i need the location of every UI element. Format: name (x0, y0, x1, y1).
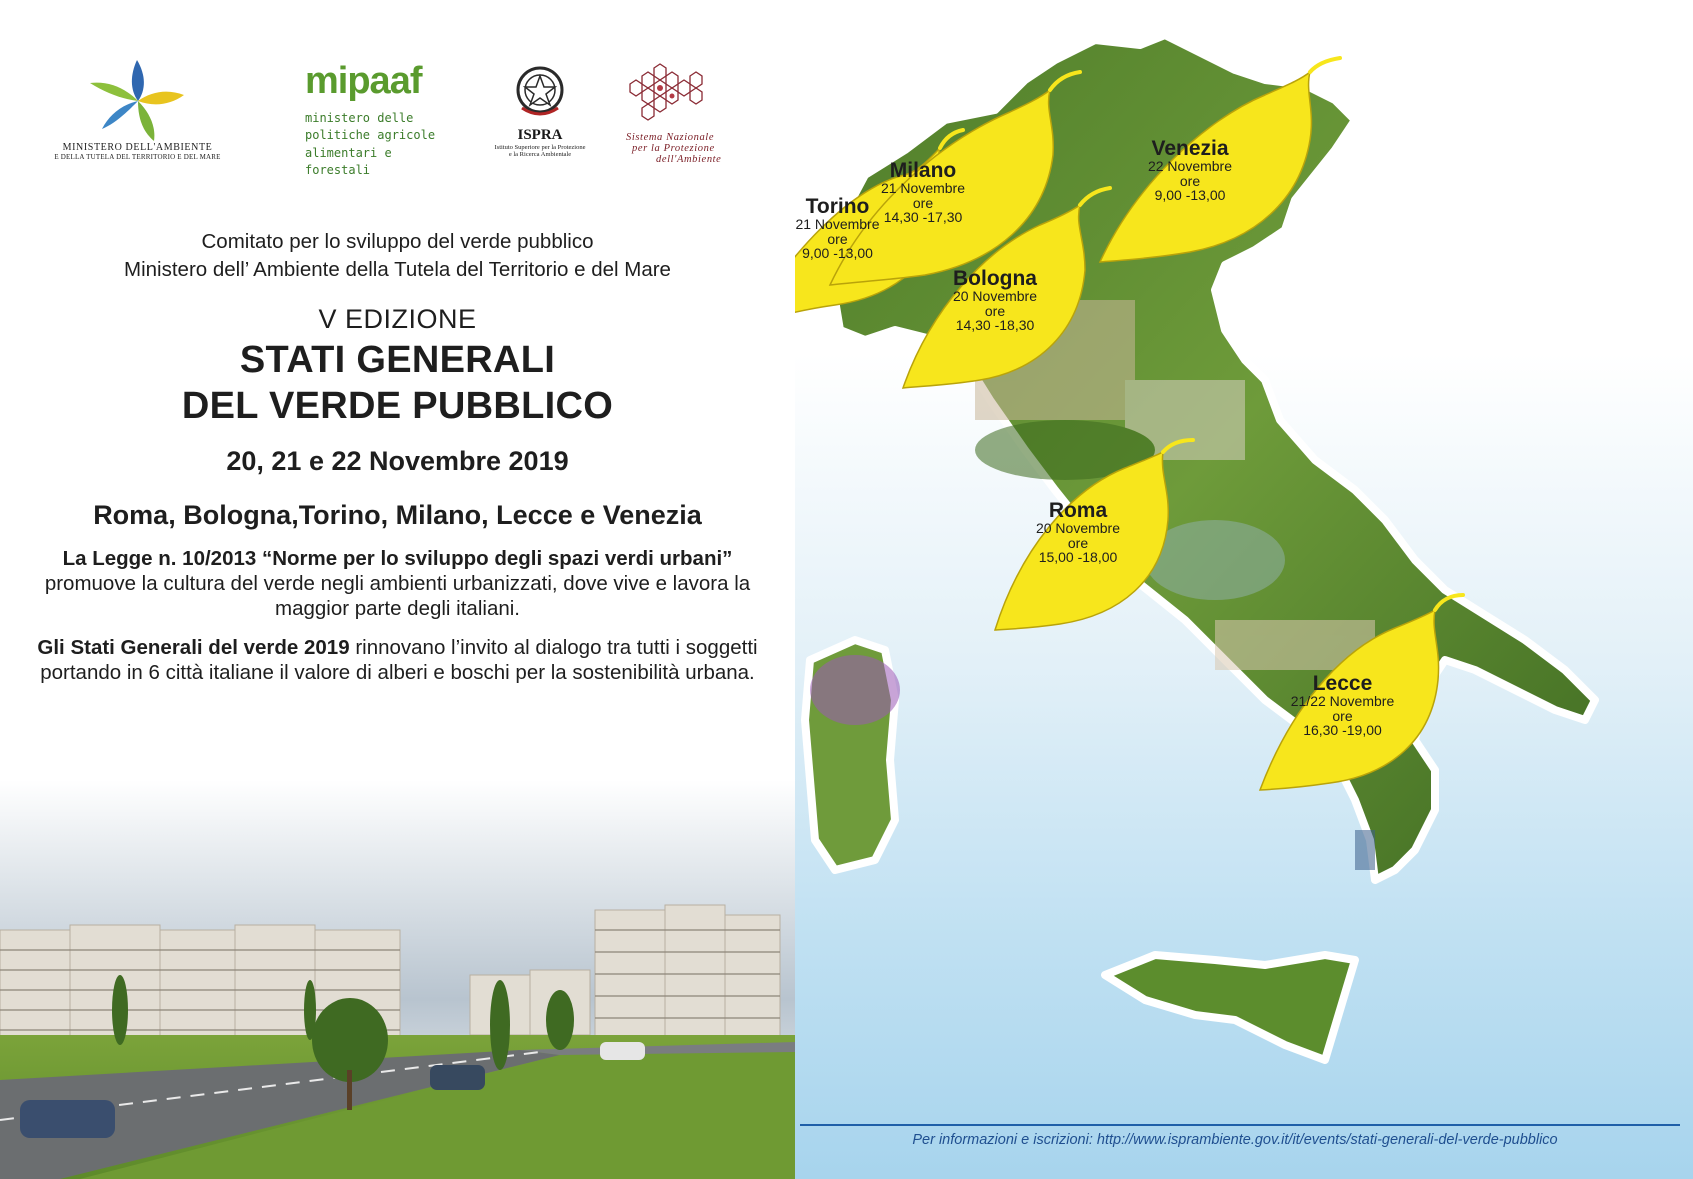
ispra-logo (490, 62, 590, 167)
event-roma-ore: ore (1067, 534, 1089, 551)
footer-info-link[interactable]: Per informazioni e iscrizioni: http://www.isprambiente.gov.it/it/events/stati-generali-del-verde-pubblico (912, 1132, 1558, 1148)
event-cities: Roma, Bologna,Torino, Milano, Lecce e Venezia (93, 500, 702, 530)
event-roma-city: Roma (1048, 499, 1108, 522)
event-torino-ore: ore (827, 230, 848, 247)
event-roma-date: 20 Novembre (1035, 520, 1121, 537)
ispra-sub1: Istituto Superiore per la Protezione (494, 144, 586, 151)
event-bologna-ore: ore (984, 302, 1006, 319)
mipaaf-brand: mipaaf (305, 60, 422, 102)
ispra-sub2: e la Ricerca Ambientale (508, 151, 572, 159)
paragraph-law-rest: promuove la cultura del verde negli ambienti urbanizzati, dove vive e lavora la maggior parte degli italiani. (44, 572, 751, 620)
ministero-logo-line1: MINISTERO DELL'AMBIENTE (62, 142, 213, 153)
event-venezia (1140, 138, 1240, 202)
mipaaf-line3: alimentari e forestali (305, 145, 392, 178)
event-bologna-city: Bologna (953, 267, 1037, 290)
snpa-line3: dell'Ambiente (656, 154, 722, 166)
ministero-ambiente-logo (50, 55, 225, 170)
intro-text-block (30, 228, 765, 685)
event-lecce (1285, 673, 1400, 737)
left-panel (0, 0, 795, 1179)
event-roma (1028, 500, 1128, 564)
event-milano-time: 14,30 -17,30 (883, 208, 963, 225)
edition-label: V EDIZIONE (318, 304, 477, 334)
page-title-line2: DEL VERDE PUBBLICO (181, 385, 614, 427)
event-milano (873, 160, 973, 224)
hexagon-network-icon (620, 62, 720, 132)
mipaaf-line1: ministero delle (305, 111, 414, 125)
sicily-shape (1105, 955, 1355, 1060)
event-torino-date: 21 Novembre (795, 216, 880, 233)
event-roma-time: 15,00 -18,00 (1038, 548, 1118, 565)
event-torino (795, 196, 885, 260)
paragraph-invite-bold: Gli Stati Generali del verde 2019 (37, 636, 350, 659)
event-venezia-ore: ore (1179, 172, 1201, 189)
event-lecce-city: Lecce (1312, 672, 1373, 695)
event-milano-ore: ore (912, 194, 934, 211)
footer-divider (800, 1124, 1680, 1126)
paragraph-law (30, 546, 765, 621)
event-bologna-date: 20 Novembre (952, 288, 1038, 305)
ispra-name: ISPRA (517, 127, 563, 143)
snpa-line2: per la Protezione (632, 143, 715, 155)
event-lecce-ore: ore (1332, 707, 1353, 724)
paragraph-law-bold: La Legge n. 10/2013 “Norme per lo sviluppo degli spazi verdi urbani” (62, 547, 733, 570)
snpa-line1: Sistema Nazionale (626, 132, 715, 143)
ministero-logo-line2: E DELLA TUTELA DEL TERRITORIO E DEL MARE (54, 152, 221, 161)
mipaaf-line2: politiche agricole (305, 128, 436, 143)
event-lecce-date: 21/22 Novembre (1290, 693, 1395, 710)
event-venezia-date: 22 Novembre (1147, 158, 1233, 175)
italian-emblem-icon (510, 62, 570, 122)
event-torino-time: 9,00 -13,00 (802, 244, 873, 261)
event-venezia-time: 9,00 -13,00 (1154, 186, 1226, 203)
paragraph-invite (30, 635, 765, 685)
star-logo-icon (50, 55, 225, 143)
event-venezia-city: Venezia (1151, 137, 1229, 160)
event-lecce-time: 16,30 -19,00 (1303, 721, 1382, 738)
paragraph-invite-rest: rinnovano l’invito al dialogo tra tutti i soggetti portando in 6 città italiane il valore di alberi e boschi per la sostenibilità urbana. (40, 636, 758, 684)
event-milano-date: 21 Novembre (880, 180, 966, 197)
snpa-logo (620, 62, 760, 172)
event-milano-city: Milano (889, 159, 957, 182)
event-bologna (945, 268, 1045, 332)
committee-line2: Ministero dell’ Ambiente della Tutela del Territorio e del Mare (124, 258, 671, 281)
event-bologna-time: 14,30 -18,30 (955, 316, 1035, 333)
event-torino-city: Torino (805, 195, 870, 218)
map-panel (795, 0, 1693, 1179)
committee-line1: Comitato per lo sviluppo del verde pubblico (201, 230, 594, 253)
event-dates: 20, 21 e 22 Novembre 2019 (226, 446, 569, 476)
mipaaf-logo (305, 60, 445, 178)
urban-park-photo (0, 780, 795, 1179)
page-title-line1: STATI GENERALI (239, 339, 556, 381)
